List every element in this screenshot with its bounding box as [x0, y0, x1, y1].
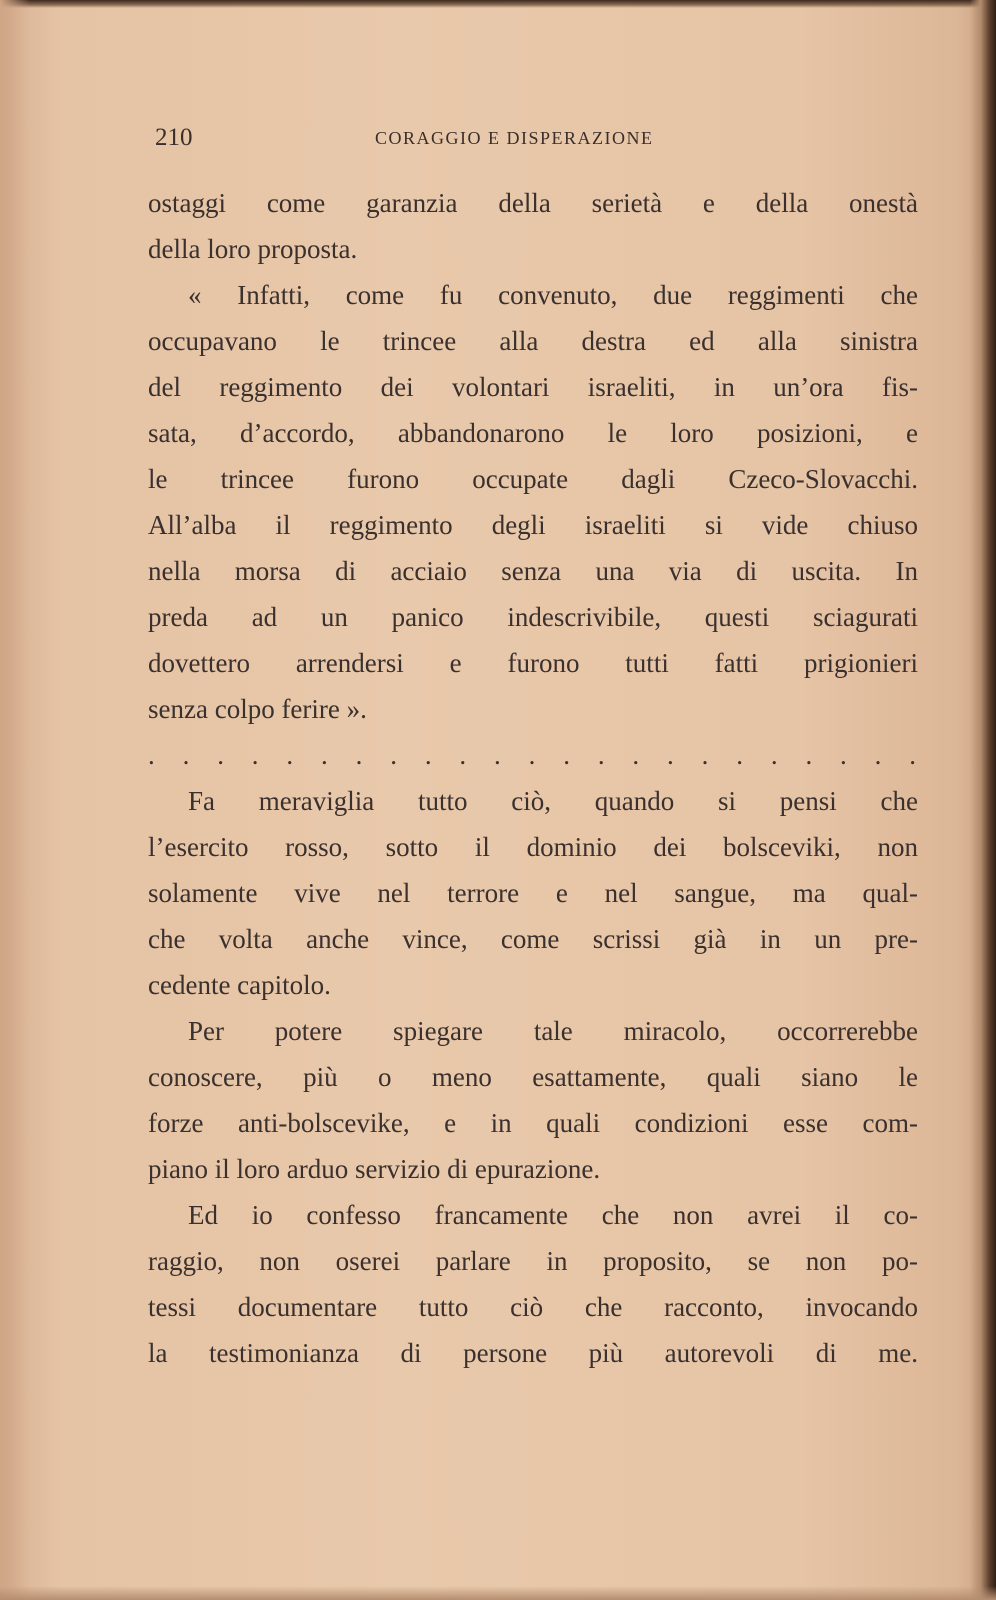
text-line: All’alba il reggimento degli israeliti si vide chiuso	[148, 510, 918, 540]
text-line: ostaggi come garanzia della serietà e della onestà	[148, 188, 918, 218]
text-line: Ed io confesso francamente che non avrei il co-	[188, 1200, 918, 1230]
page-number: 210	[155, 124, 193, 151]
text-line: Per potere spiegare tale miracolo, occorrerebbe	[188, 1016, 918, 1046]
page-top-shadow	[0, 0, 996, 8]
ellipsis-separator: . . . . . . . . . . . . . . . . . . . . . . .	[148, 740, 918, 770]
text-line: senza colpo ferire ».	[148, 694, 367, 724]
text-line: solamente vive nel terrore e nel sangue, ma qual-	[148, 878, 918, 908]
page-left-shadow	[0, 0, 30, 1600]
text-line: piano il loro arduo servizio di epurazione.	[148, 1154, 601, 1184]
text-line: conoscere, più o meno esattamente, quali siano le	[148, 1062, 918, 1092]
text-line: forze anti-bolscevike, e in quali condizioni esse com-	[148, 1108, 918, 1138]
text-line: « Infatti, come fu convenuto, due reggimenti che	[188, 280, 918, 310]
body-text	[148, 180, 918, 1376]
running-title: CORAGGIO E DISPERAZIONE	[375, 128, 654, 148]
text-line: Fa meraviglia tutto ciò, quando si pensi che	[188, 786, 918, 816]
text-line: occupavano le trincee alla destra ed alla sinistra	[148, 326, 918, 356]
text-line: sata, d’accordo, abbandonarono le loro posizioni, e	[148, 418, 918, 448]
text-line: del reggimento dei volontari israeliti, in un’ora fis-	[148, 372, 918, 402]
text-line: tessi documentare tutto ciò che racconto, invocando	[148, 1292, 918, 1322]
text-line: cedente capitolo.	[148, 970, 331, 1000]
text-line: preda ad un panico indescrivibile, questi sciagurati	[148, 602, 918, 632]
text-line: che volta anche vince, come scrissi già in un pre-	[148, 924, 918, 954]
page-header	[155, 124, 855, 158]
page-right-binding-shadow	[970, 0, 996, 1600]
text-line: la testimonianza di persone più autorevoli di me.	[148, 1338, 918, 1368]
text-line: nella morsa di acciaio senza una via di uscita. In	[148, 556, 918, 586]
page-bottom-shadow	[0, 1586, 996, 1600]
text-line: le trincee furono occupate dagli Czeco-Slovacchi.	[148, 464, 918, 494]
text-line: raggio, non oserei parlare in proposito, se non po-	[148, 1246, 918, 1276]
text-line: l’esercito rosso, sotto il dominio dei bolsceviki, non	[148, 832, 918, 862]
text-line: dovettero arrendersi e furono tutti fatti prigionieri	[148, 648, 918, 678]
text-line: della loro proposta.	[148, 234, 358, 264]
